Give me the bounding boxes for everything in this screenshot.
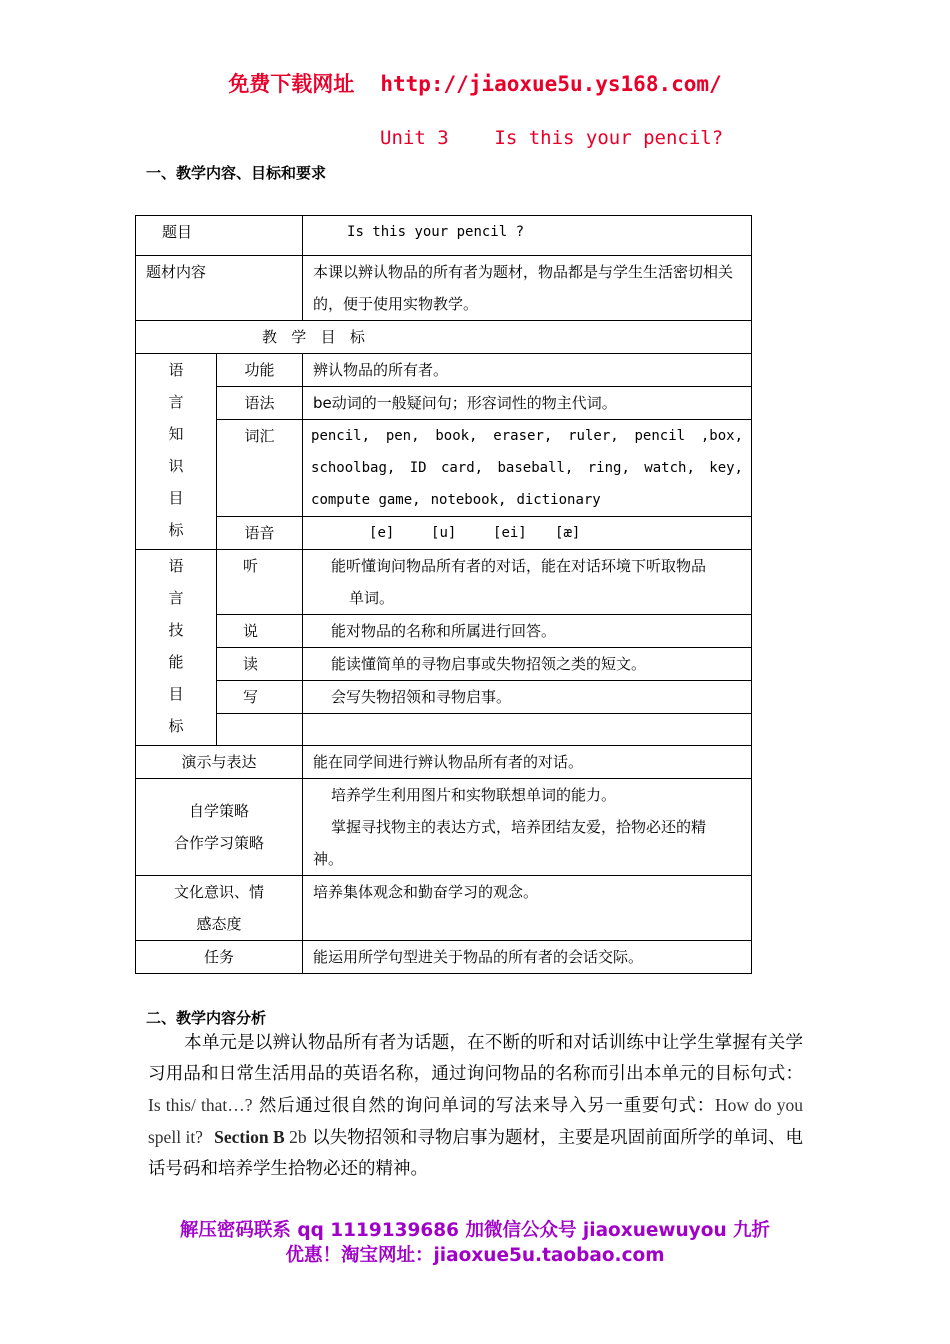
strategy-value: 培养学生利用图片和实物联想单词的能力。 掌握寻找物主的表达方式，培养团结友爱，拾物必还的精 神。 [303,779,752,876]
table-row [136,216,752,256]
empty-cell [217,714,303,746]
listen-value: 能听懂询问物品所有者的对话，能在对话环境下听取物品 单词。 [303,550,752,615]
table-row [136,648,752,681]
topic-value: Is this your pencil ? [303,216,752,256]
vocabulary-label: 词汇 [217,420,303,517]
banner-label: 免费下载网址 [228,72,355,96]
table-row [136,550,752,615]
phonetics-label: 语音 [217,517,303,550]
speak-value: 能对物品的名称和所属进行回答。 [303,615,752,648]
function-label: 功能 [217,354,303,387]
read-label: 读 [217,648,303,681]
grammar-label: 语法 [217,387,303,420]
table-row [136,256,752,321]
promo-line-1: 解压密码联系 qq 1119139686 加微信公众号 jiaoxuewuyou 九折 [179,1220,771,1241]
read-value: 能读懂简单的寻物启事或失物招领之类的短文。 [303,648,752,681]
vocabulary-value: pencil, pen, book, eraser, ruler, pencil ,box, schoolbag, ID card, baseball, ring, watch, key, compute game, notebook, dictionary [303,420,752,517]
empty-cell [303,714,752,746]
material-value: 本课以辨认物品的所有者为题材，物品都是与学生生活密切相关的，便于使用实物教学。 [303,256,752,321]
culture-label: 文化意识、情 感态度 [136,876,303,941]
culture-value: 培养集体观念和勤奋学习的观念。 [303,876,752,941]
function-value: 辨认物品的所有者。 [303,354,752,387]
goals-table [135,215,752,974]
speak-label: 说 [217,615,303,648]
promo-line-2[interactable]: 优惠！淘宝网址：jiaoxue5u.taobao.com [285,1245,665,1266]
task-value: 能运用所学句型进关于物品的所有者的会话交际。 [303,941,752,974]
write-value: 会写失物招领和寻物启事。 [303,681,752,714]
perform-label: 演示与表达 [136,746,303,779]
phonetics-value: [e] [u] [ei] [æ] [303,517,752,550]
language-skills-label: 语 言 技 能 目 标 [136,550,217,746]
table-row [136,876,752,941]
table-row [136,714,752,746]
download-banner [0,68,950,98]
table-row [136,615,752,648]
table-row [136,681,752,714]
strategy-label: 自学策略 合作学习策略 [136,779,303,876]
table-row [136,779,752,876]
perform-value: 能在同学间进行辨认物品所有者的对话。 [303,746,752,779]
write-label: 写 [217,681,303,714]
table-row [136,420,752,517]
promo-footer [0,1218,950,1268]
table-row [136,354,752,387]
topic-label: 题目 [136,216,303,256]
unit-title: Unit 3 Is this your pencil? [380,127,724,149]
section-heading-goals: 一、教学内容、目标和要求 [146,164,327,182]
banner-url-link[interactable]: http://jiaoxue5u.ys168.com/ [380,72,722,96]
table-row [136,941,752,974]
table-row [136,746,752,779]
listen-label: 听 [217,550,303,615]
goals-header: 教 学 目 标 [136,321,752,354]
table-row [136,517,752,550]
material-label: 题材内容 [136,256,303,321]
section-heading-analysis: 二、教学内容分析 [146,1009,267,1027]
table-row [136,387,752,420]
language-knowledge-label: 语 言 知 识 目 标 [136,354,217,550]
table-row [136,321,752,354]
grammar-value: be动词的一般疑问句；形容词性的物主代词。 [303,387,752,420]
task-label: 任务 [136,941,303,974]
analysis-paragraph: 本单元是以辨认物品所有者为话题，在不断的听和对话训练中让学生掌握有关学习用品和日常生活用品的英语名称，通过询问物品的名称而引出本单元的目标句式：Is this/ that…? 然后通过很自然的询问单词的写法来导入另一重要句式：How do you spell it? Section B 2b 以失物招领和寻物启事为题材，主要是巩固前面所学的单词、电话号码和培养学生拾物必还的精神。 [148,1033,804,1179]
